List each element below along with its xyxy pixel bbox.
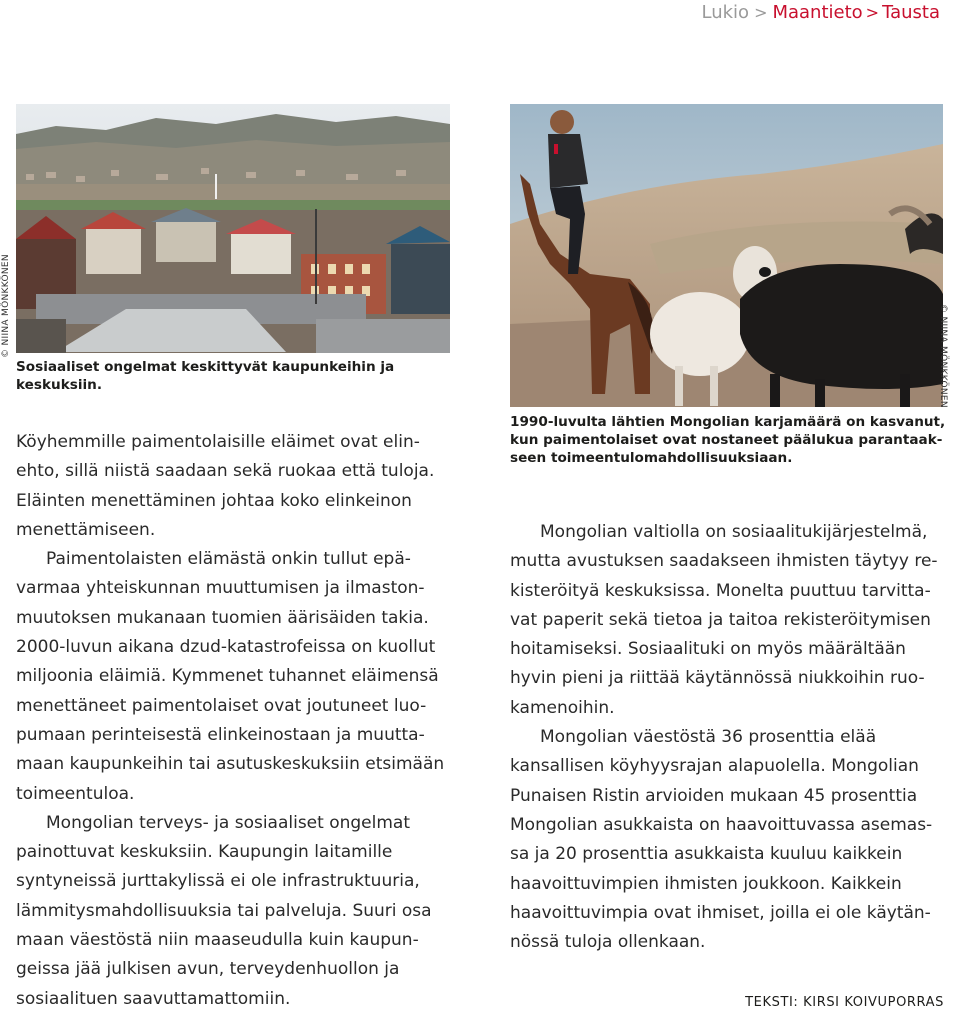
paragraph-line: pumaan perinteisestä elinkeinostaan ja muutta-: [16, 724, 425, 745]
paragraph-line: kisteröityä keskuksissa. Monelta puuttuu tarvitta-: [510, 580, 931, 601]
paragraph-line: miljoonia eläimiä. Kymmenet tuhannet eläimensä: [16, 666, 439, 687]
paragraph-line: varmaa yhteiskunnan muuttumisen ja ilmaston-: [16, 578, 425, 599]
paragraph-line: hyvin pieni ja riittää käytännössä niukkoihin ruo-: [510, 668, 925, 689]
herder-photo: [510, 104, 943, 407]
paragraph-line: kamenoihin.: [510, 697, 615, 718]
photo-credit-left: © NIINA MÖNKKÖNEN: [1, 254, 11, 358]
caption-line: 1990-luvulta lähtien Mongolian karjamäärä on kasvanut,: [510, 414, 946, 430]
chevron-right-icon: >: [865, 3, 880, 22]
photo-credit-right: © NIINA MÖNKKÖNEN: [938, 304, 948, 408]
breadcrumb-item-lukio[interactable]: Lukio: [701, 2, 750, 23]
author-credit: TEKSTI: KIRSI KOIVUPORRAS: [745, 995, 944, 1010]
paragraph-line: mutta avustuksen saadakseen ihmisten täytyy re-: [510, 551, 938, 572]
paragraph-line: Eläinten menettäminen johtaa koko elinkeinon: [16, 490, 412, 511]
paragraph-line: syntyneissä jurttakylissä ei ole infrastruktuuria,: [16, 871, 420, 892]
paragraph-line: kansallisen köyhyysrajan alapuolella. Mongolian: [510, 756, 919, 777]
chevron-right-icon: >: [754, 3, 768, 22]
breadcrumb-item-tausta[interactable]: Tausta: [882, 2, 940, 23]
paragraph-line: hoitamiseksi. Sosiaalituki on myös määrältään: [510, 639, 906, 660]
paragraph-line: toimeentuloa.: [16, 783, 135, 804]
paragraph-line: menettämiseen.: [16, 519, 156, 540]
paragraph-line: ehto, sillä niistä saadaan sekä ruokaa että tuloja.: [16, 461, 435, 482]
paragraph-line: Mongolian väestöstä 36 prosenttia elää: [540, 727, 877, 748]
paragraph-line: sa ja 20 prosenttia asukkaista kuuluu kaikkein: [510, 844, 903, 865]
paragraph-line: geissa jää julkisen avun, terveydenhuollon ja: [16, 959, 400, 980]
paragraph-line: painottuvat keskuksiin. Kaupungin laitamille: [16, 842, 393, 863]
paragraph-line: Paimentolaisten elämästä onkin tullut epä-: [46, 549, 411, 570]
paragraph-line: vat paperit sekä tietoa ja taitoa rekisteröitymisen: [510, 609, 931, 630]
paragraph-line: Mongolian valtiolla on sosiaalitukijärjestelmä,: [540, 522, 928, 542]
caption-line: kun paimentolaiset ovat nostaneet päälukua parantaak-: [510, 432, 943, 448]
paragraph-line: Punaisen Ristin arvioiden mukaan 45 prosenttia: [510, 785, 918, 806]
paragraph-line: menettäneet paimentolaiset ovat joutuneet luo-: [16, 695, 427, 716]
article-column-left: [16, 428, 456, 1014]
photo-caption-right: [510, 413, 950, 467]
article-column-right: [510, 518, 955, 957]
paragraph-line: Mongolian terveys- ja sosiaaliset ongelmat: [46, 812, 411, 833]
paragraph-line: Mongolian asukkaista on haavoittuvassa asemas-: [510, 814, 933, 835]
paragraph-line: haavoittuvimpia ovat ihmiset, joilla ei ole käytän-: [510, 902, 931, 923]
paragraph-line: maan kaupunkeihin tai asutuskeskuksiin etsimään: [16, 754, 445, 775]
paragraph-line: haavoittuvimpien ihmisten joukkoon. Kaikkein: [510, 873, 902, 894]
photo-caption-left: Sosiaaliset ongelmat keskittyvät kaupunkeihin ja keskuksiin.: [16, 359, 395, 393]
paragraph-line: 2000-luvun aikana dzud-katastrofeissa on kuollut: [16, 637, 436, 658]
paragraph-line: sosiaalituen saavuttamattomiin.: [16, 988, 291, 1009]
paragraph-line: nössä tuloja ollenkaan.: [510, 932, 706, 953]
paragraph-line: muutoksen mukanaan tuomien äärisäiden takia.: [16, 607, 429, 628]
paragraph-line: lämmitysmahdollisuuksia tai palveluja. Suuri osa: [16, 900, 432, 921]
breadcrumb: [702, 0, 941, 26]
caption-line: seen toimeentulomahdollisuuksiaan.: [510, 450, 793, 466]
breadcrumb-item-maantieto[interactable]: Maantieto: [772, 2, 863, 23]
town-photo: [16, 104, 450, 353]
paragraph-line: Köyhemmille paimentolaisille eläimet ovat elin-: [16, 432, 420, 452]
paragraph-line: maan väestöstä niin maaseudulla kuin kaupun-: [16, 930, 419, 951]
